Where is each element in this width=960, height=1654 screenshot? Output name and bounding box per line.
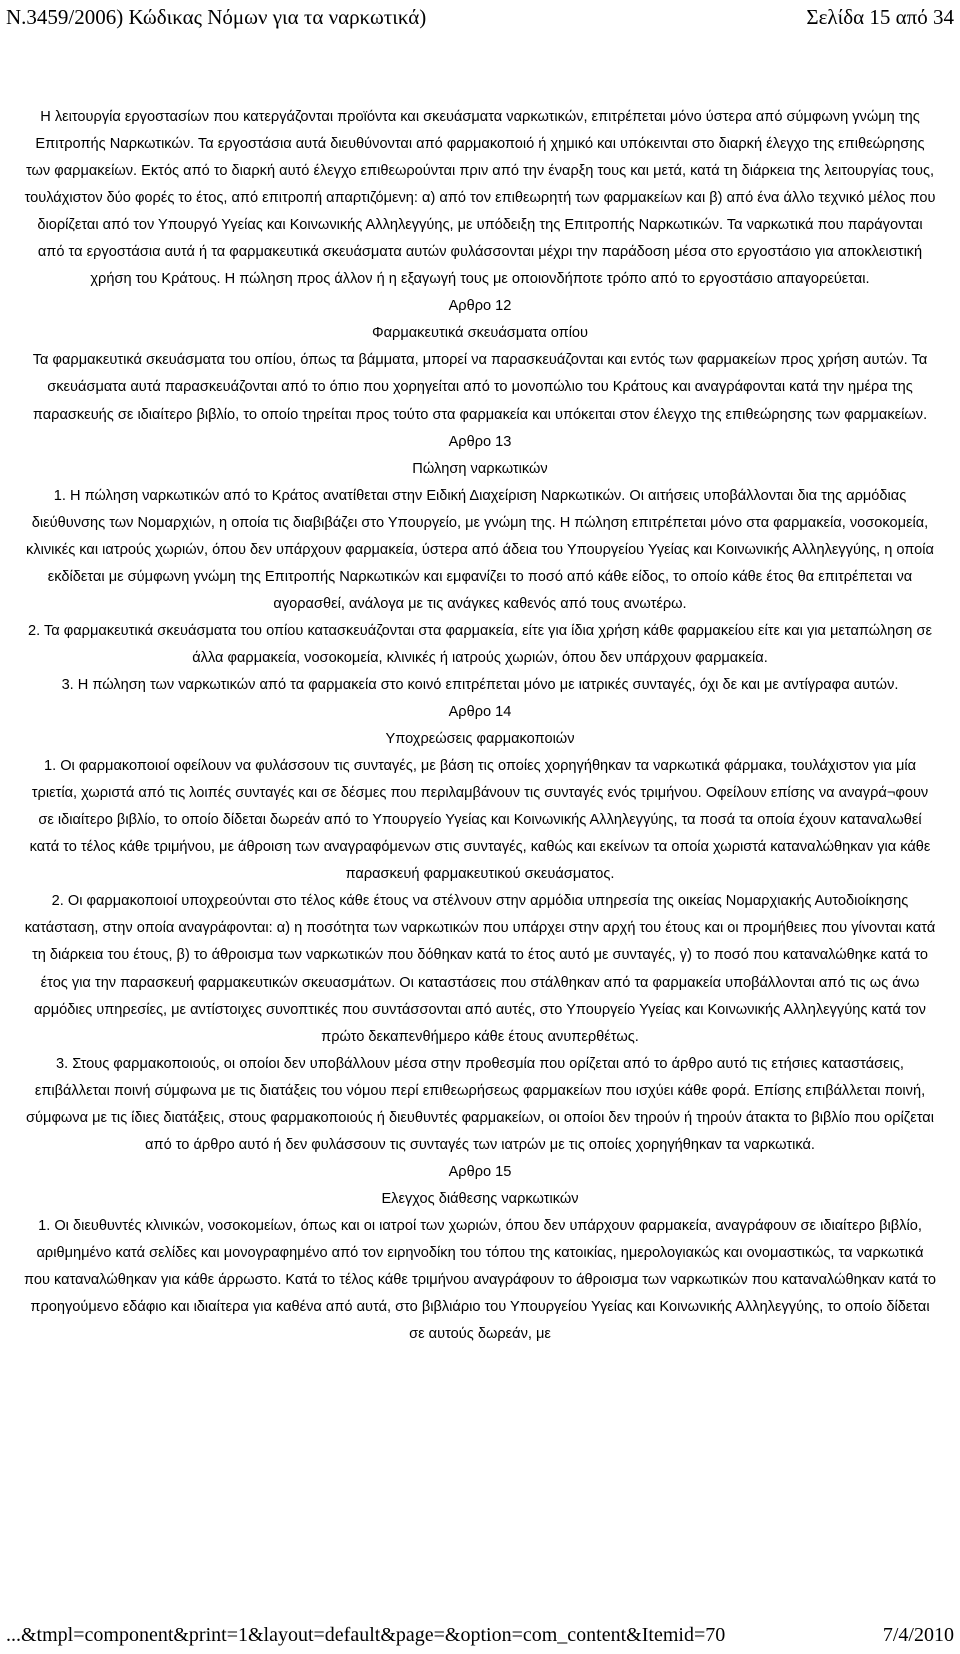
article-14-clause-1: 1. Οι φαρμακοποιοί οφείλουν να φυλάσσουν τις συνταγές, με βάση τις οποίες χορηγήθηκαν τα ναρκωτικά φάρμακα, τουλάχιστον για μία τριετία, χωριστά από τις λοιπές συνταγές και σε δέσμες που περιλαμβάνουν τις συνταγές ενός τριμήνου. Οφείλουν επίσης να αναγρά¬φουν σε ιδιαίτερο βιβλίο, το οποίο δίδεται δωρεάν από το Υπουργείο Υγείας και Κοινωνικής Αλληλεγγύης, τα ποσά τα οποία έχουν καταναλωθεί κατά το τέλος κάθε τριμήνου, με άθροιση των αναγραφόμενων στις συνταγές, καθώς και εκείνων τα οποία χωριστά καταναλώθηκαν για κάθε παρασκευή φαρμακευτικού σκευάσματος. (29, 758, 931, 883)
article-13-clause-1: 1. Η πώληση ναρκωτικών από το Κράτος ανατίθεται στην Ειδική Διαχείριση Ναρκωτικών. Οι αιτήσεις υποβάλλονται δια της αρμόδιας διεύθυνσης των Νομαρχιών, η οποία τις διαβιβάζει στο Υπουργείο, με γνώμη της. Η πώληση επιτρέπεται μόνο στα φαρμακεία, νοσοκομεία, κλινικές και ιατρούς χωριών, όπου δεν υπάρχουν φαρμακεία, ύστερα από άδεια του Υπουργείου Υγείας και Κοινωνικής Αλληλεγγύης, η οποία εκδίδεται με σύμφωνη γνώμη της Επιτροπής Ναρκωτικών και εμφανίζει το ποσό από κάθε είδος, το οποίο κάθε έτος θα επιτρέπεται να αγορασθεί, ανάλογα με τις ανάγκες καθενός από τους ανωτέρω. (26, 487, 934, 612)
article-13-title: Πώληση ναρκωτικών (412, 460, 548, 477)
article-14-title: Υποχρεώσεις φαρμακοποιών (385, 731, 575, 748)
document-title: N.3459/2006) Κώδικας Νόμων για τα ναρκωτικά) (6, 5, 427, 29)
footer-url: ...&tmpl=component&print=1&layout=default&page=&option=com_content&Itemid=70 (6, 1624, 726, 1646)
article-14-clause-2: 2. Οι φαρμακοποιοί υποχρεούνται στο τέλος κάθε έτους να στέλνουν στην αρμόδια υπηρεσία της οικείας Νομαρχιακής Αυτοδιοίκησης κατάσταση, στην οποία αναγράφονται: α) η ποσότητα των ναρκωτικών που υπάρχει στην αρχή του έτους και οι προμήθειες που γίνονται κατά τη διάρκεια του έτους, β) το άθροισμα των ναρκωτικών που δόθηκαν κατά το έτος αυτό με συνταγές, γ) το ποσό που καταναλώθηκε κατά το έτος για την παρασκευή φαρμακευτικών σκευασμάτων. Οι καταστάσεις που στάλθηκαν από τα φαρμακεία υποβάλλονται από τις ως άνω αρμόδιες υπηρεσίες, με αντίστοιχες συνοπτικές που συντάσσονται από αυτές, στο Υπουργείο Υγείας και Κοινωνικής Αλληλεγγύης κατά τον πρώτο δεκαπενθήμερο κάθε έτους ανυπερθέτως. (24, 893, 936, 1045)
page-header (6, 2, 954, 32)
article-13-clause-3: 3. Η πώληση των ναρκωτικών από τα φαρμακεία στο κοινό επιτρέπεται μόνο με ιατρικές συνταγές, όχι δε και με αντίγραφα αυτών. (61, 676, 899, 693)
article-12-title: Φαρμακευτικά σκευάσματα οπίου (371, 325, 589, 342)
paragraph-factories: Η λειτουργία εργοστασίων που κατεργάζονται προϊόντα και σκευάσματα ναρκωτικών, επιτρέπεται μόνο ύστερα από σύμφωνη γνώμη της Επιτροπής Ναρκωτικών. Τα εργοστάσια αυτά διευθύνονται από φαρμακοποιό ή χημικό και υπόκεινται στο διαρκή έλεγχο της επιθεώρησης των φαρμακείων. Εκτός από το διαρκή αυτό έλεγχο επιθεωρούνται πριν από την έναρξη τους και μετά, κατά τη διάρκεια της λειτουργίας τους, τουλάχιστον δύο φορές το έτος, από επιτροπή απαρτιζόμενη: α) από τον επιθεωρητή των φαρμακείων και β) από ένα άλλο τεχνικό μέλος που διορίζεται από τον Υπουργό Υγείας και Κοινωνικής Αλληλεγγύης, με υπόδειξη της Επιτροπής Ναρκωτικών. Τα ναρκωτικά που παράγονται από τα εργοστάσια αυτά ή τα φαρμακευτικά σκευάσματα αυτών φυλάσσονται μέχρι την παράδοση μέσα στο εργοστάσιο για αποκλειστική χρήση του Κράτους. Η πώληση προς άλλον ή η εξαγωγή τους με οποιονδήποτε τρόπο από το εργοστάσιο απαγορεύεται. (24, 109, 936, 288)
paragraph-opium-preparations: Τα φαρμακευτικά σκευάσματα του οπίου, όπως τα βάμματα, μπορεί να παρασκευάζονται και εντός των φαρμακείων προς χρήση αυτών. Τα σκευάσματα αυτά παρασκευάζονται από το όπιο που χορηγείται από το μονοπώλιο του Κράτους και αναγράφονται κατά την ημέρα της παρασκευής σε ιδιαίτερο βιβλίο, το οποίο τηρείται προς τούτο στα φαρμακεία και υπόκειται στον έλεγχο της επιθεώρησης των φαρμακείων. (32, 352, 928, 423)
article-15-title: Ελεγχος διάθεσης ναρκωτικών (381, 1190, 579, 1207)
article-13-heading: Αρθρο 13 (448, 433, 512, 450)
article-13-clause-2: 2. Τα φαρμακευτικά σκευάσματα του οπίου κατασκευάζονται στα φαρμακεία, είτε για ίδια χρήση κάθε φαρμακείου είτε και για μεταπώληση σε άλλα φαρμακεία, νοσοκομεία, κλινικές ή ιατρούς χωριών, όπου δεν υπάρχουν φαρμακεία. (28, 622, 932, 666)
page-footer (6, 1620, 954, 1650)
article-12-heading: Αρθρο 12 (448, 298, 512, 315)
article-15-heading: Αρθρο 15 (448, 1163, 512, 1180)
page-number: Σελίδα 15 από 34 (806, 5, 954, 29)
footer-date: 7/4/2010 (882, 1624, 954, 1646)
article-14-clause-3: 3. Στους φαρμακοποιούς, οι οποίοι δεν υποβάλλουν μέσα στην προθεσμία που ορίζεται από το άρθρο αυτό τις ετήσιες καταστάσεις, επιβάλλεται ποινή σύμφωνα με τις διατάξεις του νόμου περί επιθεωρήσεως φαρμακείων που ισχύει κάθε φορά. Επίσης επιβάλλεται ποινή, σύμφωνα με τις ίδιες διατάξεις, στους φαρμακοποιούς ή διευθυντές φαρμακείων, οι οποίοι δεν τηρούν ή τηρούν άτακτα το βιβλίο που ορίζεται από το άρθρο αυτό ή δεν φυλάσσουν τις συνταγές των ιατρών με τις οποίες χορηγήθηκαν τα ναρκωτικά. (26, 1055, 934, 1153)
document-body (24, 104, 936, 1348)
article-15-clause-1: 1. Οι διευθυντές κλινικών, νοσοκομείων, όπως και οι ιατροί των χωριών, όπου δεν υπάρχουν φαρμακεία, αναγράφουν σε ιδιαίτερο βιβλίο, αριθμημένο κατά σελίδες και μονογραφημένο από τον ειρηνοδίκη του τόπου της κατοικίας, ημερολογιακώς και ονομαστικώς, τα ναρκωτικά που καταναλώθηκαν για κάθε άρρωστο. Κατά το τέλος κάθε τριμήνου αναγράφουν το άθροισμα των ναρκωτικών που καταναλώθηκαν κατά το προηγούμενο εδάφιο και ιδιαίτερα για καθένα από αυτά, στο βιβλιάριο του Υπουργείου Υγείας και Κοινωνικής Αλληλεγγύης, το οποίο δίδεται σε αυτούς δωρεάν, με (24, 1217, 936, 1343)
article-14-heading: Αρθρο 14 (448, 704, 512, 721)
